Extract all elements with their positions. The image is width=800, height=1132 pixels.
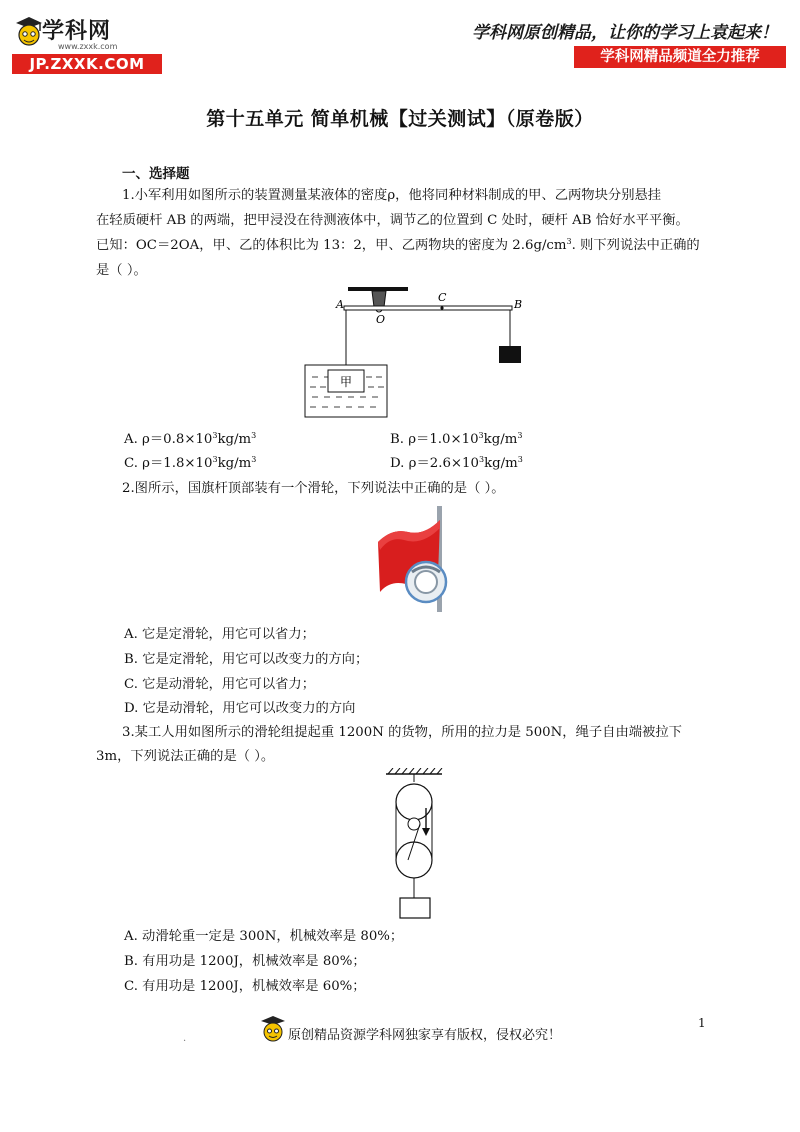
q3-option-a[interactable]: A. 动滑轮重一定是 300N，机械效率是 80%；	[124, 929, 404, 944]
q2-option-c[interactable]: C. 它是动滑轮，用它可以省力；	[124, 677, 316, 692]
q2-option-b[interactable]: B. 它是定滑轮，用它可以改变力的方向；	[124, 652, 369, 667]
header-slogan: 学科网原创精品，让你的学习上袁起来！	[472, 23, 778, 43]
footer-copyright: 原创精品资源学科网独家享有版权，侵权必究！	[288, 1028, 562, 1043]
header-banner[interactable]: 学科网精品频道全力推荐	[574, 46, 786, 68]
pulley-system-figure	[380, 768, 448, 924]
label-o: O	[376, 313, 386, 326]
q1-option-b[interactable]: B. $\rho=1.0\times 10^3kg/m^3$	[390, 431, 523, 447]
page-number: 1	[698, 1016, 706, 1030]
q1-line-3-tail: . 则下列说法中正确的	[571, 238, 700, 253]
q1-line-2: 在轻质硬杆 AB 的两端，把甲浸没在待测液体中，调节乙的位置到 C 处时，硬杆 AB 恰好水平平衡。	[96, 213, 689, 228]
section-heading: 一、选择题	[122, 166, 190, 182]
q2-option-d[interactable]: D. 它是动滑轮，用它可以改变力的方向	[124, 701, 356, 716]
q1-line-4: 是（ ）。	[96, 263, 147, 278]
q1-option-a[interactable]: A. $\rho=0.8\times 10^3kg/m^3$	[124, 431, 257, 447]
logo-url[interactable]: JP.ZXXK.COM	[12, 54, 162, 74]
label-c: C	[438, 291, 447, 304]
q1-line-3-sup: 3	[566, 237, 572, 246]
flag-pulley-figure	[374, 506, 464, 612]
q3-option-b[interactable]: B. 有用功是 1200J，机械效率是 80%；	[124, 954, 366, 969]
q1-line-3	[96, 238, 700, 254]
footer-dot: .	[183, 1033, 187, 1044]
footer-mascot-icon	[260, 1014, 286, 1046]
q1-line-1: 1.小军利用如图所示的装置测量某液体的密度ρ，他将同种材料制成的甲、乙两物块分别悬挂	[122, 188, 662, 203]
logo-subtext: www.zxxk.com	[58, 42, 118, 51]
page-title: 第十五单元 简单机械【过关测试】（原卷版）	[206, 108, 594, 130]
q1-line-3-text: 已知：OC＝2OA，甲、乙的体积比为 13：2，甲、乙两物块的密度为 2.6g/cm	[96, 238, 567, 253]
mascot-icon	[14, 14, 44, 52]
q2-stem: 2.图所示，国旗杆顶部装有一个滑轮，下列说法中正确的是（ ）。	[122, 481, 505, 496]
q3-line-2: 3m，下列说法正确的是（ ）。	[96, 749, 275, 764]
site-logo[interactable]	[12, 14, 162, 74]
q1-option-c[interactable]: C. $\rho=1.8\times 10^3kg/m^3$	[124, 455, 257, 471]
label-jia: 甲	[339, 375, 353, 389]
q3-line-1: 3.某工人用如图所示的滑轮组提起重 1200N 的货物，所用的拉力是 500N，绳子自由端被拉下	[122, 725, 682, 740]
logo-text: 学科网	[42, 19, 112, 44]
label-a: A	[336, 298, 344, 311]
q2-option-a[interactable]: A. 它是定滑轮，用它可以省力；	[124, 627, 315, 642]
q3-option-c[interactable]: C. 有用功是 1200J，机械效率是 60%；	[124, 979, 366, 994]
q1-option-d[interactable]: D. $\rho=2.6\times 10^3kg/m^3$	[390, 455, 523, 471]
lever-figure	[300, 283, 536, 423]
label-b: B	[514, 298, 523, 311]
